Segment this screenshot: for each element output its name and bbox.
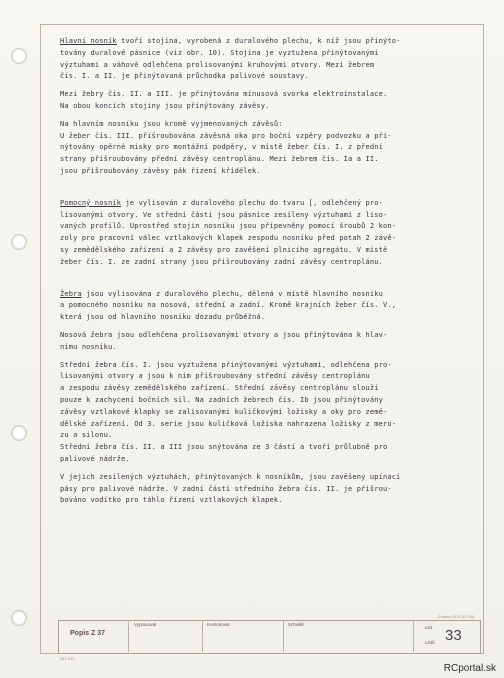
total-sheets-label: Listů bbox=[425, 640, 435, 645]
text-segment: nímu nosníku. bbox=[60, 342, 117, 351]
paragraph-gap bbox=[60, 269, 480, 289]
binder-hole-bottom bbox=[11, 610, 27, 626]
text-segment: jsou vylisována z duralového plechu, dělená v místě hlavního nosníku bbox=[81, 289, 383, 298]
text-line bbox=[60, 495, 480, 507]
text-line bbox=[60, 330, 480, 342]
text-line bbox=[60, 166, 480, 178]
text-segment: žeber čís. I. ze zadní strany jsou přišroubovány zadní závěsy centroplánu. bbox=[60, 257, 383, 266]
text-segment: Střední žebra čís. I. jsou vyztužena přinýtovanými výztuhami, odlehčena pro- bbox=[60, 360, 392, 369]
text-line bbox=[60, 442, 480, 454]
text-segment: palivové nádrže. bbox=[60, 454, 130, 463]
text-line bbox=[60, 101, 480, 113]
text-line bbox=[60, 71, 480, 83]
binder-hole-upper-middle bbox=[11, 234, 27, 250]
text-line bbox=[60, 36, 480, 48]
text-line bbox=[60, 371, 480, 383]
title-block-divider-1 bbox=[128, 620, 129, 652]
text-line bbox=[60, 221, 480, 233]
text-segment: Na obou koncích stojiny jsou přinýtovány závěsy. bbox=[60, 101, 270, 110]
text-line bbox=[60, 289, 480, 301]
section-heading: Pomocný nosník bbox=[60, 198, 122, 207]
text-line bbox=[60, 395, 480, 407]
text-segment: zoly pro pracovní válec vztlakových klapek zespodu nosníku před potah 2 závě- bbox=[60, 234, 397, 243]
text-segment: nýtovány opěrné misky pro montážní podpěry, v místě žeber čís. I. z přední bbox=[60, 143, 383, 152]
text-segment: V jejich zesílených výztuhách, přinýtovaných k nosníkům, jsou zavěšeny upínací bbox=[60, 472, 401, 481]
text-line bbox=[60, 233, 480, 245]
text-segment: jsou přišroubovány závěsy pák řízení křidélek. bbox=[60, 166, 261, 175]
document-body bbox=[60, 36, 480, 507]
field-approved-label: Schválil bbox=[288, 622, 304, 627]
text-segment: závěsy vztlakové klapky se zalisovanými kuličkovými ložisky a oky pro země- bbox=[60, 407, 388, 416]
title-block-divider-2 bbox=[202, 620, 203, 652]
text-segment: Na hlavním nosníku jsou kromě vyjmenovaných závěsů: bbox=[60, 119, 283, 128]
text-line bbox=[60, 48, 480, 60]
text-segment: U žeber čís. III. přišroubována závěsná oka pro boční vzpěry podvozku a při- bbox=[60, 131, 392, 140]
text-line bbox=[60, 484, 480, 496]
sheet-label: List bbox=[425, 625, 433, 630]
text-segment: Mezi žebry čís. II. a III. je přinýtována mínusová svorka elektroinstalace. bbox=[60, 90, 388, 99]
text-line bbox=[60, 119, 480, 131]
section-heading: Hlavní nosník bbox=[60, 37, 117, 45]
text-line bbox=[60, 131, 480, 143]
text-segment: Střední žebra čís. II. a III jsou snýtována ze 3 částí a tvoří průlubně pro bbox=[60, 443, 388, 452]
field-checked-label: Kontroloval bbox=[207, 622, 230, 627]
text-line bbox=[60, 407, 480, 419]
text-line bbox=[60, 342, 480, 354]
text-segment: dělské zařízení. Od 3. serie jsou kuličková ložiska nahrazena ložisky z meru- bbox=[60, 419, 397, 428]
text-segment: pásy pro palivové nádrže. V zadní části středního žebra čís. II. je přišrou- bbox=[60, 484, 392, 493]
text-segment: tvoří stojina, vyrobená z duralového plechu, k níž jsou přinýto- bbox=[116, 37, 401, 45]
binder-hole-top bbox=[11, 48, 27, 64]
text-line bbox=[60, 154, 480, 166]
text-segment: strany přišroubovány přední závěsy centroplánu. Mezi žebrem čís. Ia a II. bbox=[60, 155, 379, 164]
text-line bbox=[60, 454, 480, 466]
text-line bbox=[60, 419, 480, 431]
title-block bbox=[58, 620, 481, 654]
field-prepared-label: Vypracoval bbox=[134, 622, 157, 627]
text-line bbox=[60, 210, 480, 222]
document-label: Popis Z 37 bbox=[70, 630, 106, 637]
text-line bbox=[60, 257, 480, 269]
text-line bbox=[60, 60, 480, 72]
text-segment: lisovanými otvory a jsou k nim přišroubovány střední závěsy centroplánu bbox=[60, 372, 370, 381]
text-segment: je vylisován z duralového plechu do tvaru [, odlehčený pro- bbox=[121, 198, 383, 207]
text-line bbox=[60, 472, 480, 484]
text-segment: Nosová žebra jsou odlehčena prolisovanými otvory a jsou přinýtována k hlav- bbox=[60, 330, 388, 339]
text-line bbox=[60, 142, 480, 154]
text-segment: která jsou od hlavního nosníku dozadu průběžná. bbox=[60, 313, 266, 322]
text-line bbox=[60, 430, 480, 442]
text-segment: pouze k zachycení bočních sil. Na zadních žebrech čís. Ib jsou přinýtovány bbox=[60, 395, 383, 404]
text-segment: vaných profilů. Uprostřed stojin nosníku jsou připevněny pomocí šroubů 2 kon- bbox=[60, 222, 397, 231]
page-number: 33 bbox=[445, 627, 462, 644]
title-block-divider-3 bbox=[283, 620, 284, 652]
text-line bbox=[60, 198, 480, 210]
text-segment: lisovanými otvory. Ve střední části jsou pásnice zesíleny výztuhami z liso- bbox=[60, 210, 388, 219]
title-block-divider-4 bbox=[413, 620, 414, 652]
text-segment: zu a silonu. bbox=[60, 431, 113, 440]
revision-note: Změna 1970 (07.65) bbox=[438, 614, 475, 619]
text-segment: a pomocného nosníku na nosová, střední a zadní. Kromě krajních žeber čís. V., bbox=[60, 301, 397, 310]
text-line bbox=[60, 360, 480, 372]
section-heading: Žebra bbox=[60, 289, 82, 298]
text-segment: výztuhami a váhově odlehčena prolisovanými kruhovými otvory. Mezi žebrem bbox=[60, 60, 375, 69]
text-segment: čís. I. a II. je přinýtovaná průchodka palivové soustavy. bbox=[60, 72, 309, 81]
form-code: 041 009 bbox=[60, 656, 75, 661]
text-segment: sy zemědělského zařízení a 2 závěsy pro zavěšení plnicího agregátu. V místě bbox=[60, 245, 388, 254]
text-line bbox=[60, 312, 480, 324]
text-line bbox=[60, 300, 480, 312]
text-segment: a zespodu závěsy zemědělského zařízení. Střední závěsy centroplánu slouží bbox=[60, 384, 379, 393]
text-line bbox=[60, 89, 480, 101]
source-watermark: RCportal.sk bbox=[443, 663, 496, 674]
paragraph-gap bbox=[60, 178, 480, 198]
text-line bbox=[60, 245, 480, 257]
text-segment: bováno vodítko pro táhlo řízení vztlakových klapek. bbox=[60, 496, 283, 505]
binder-hole-lower-middle bbox=[11, 425, 27, 441]
text-segment: továny duralové pásnice (viz obr. 10). Stojina je vyztužena přinýtovanými bbox=[60, 48, 379, 57]
text-line bbox=[60, 383, 480, 395]
